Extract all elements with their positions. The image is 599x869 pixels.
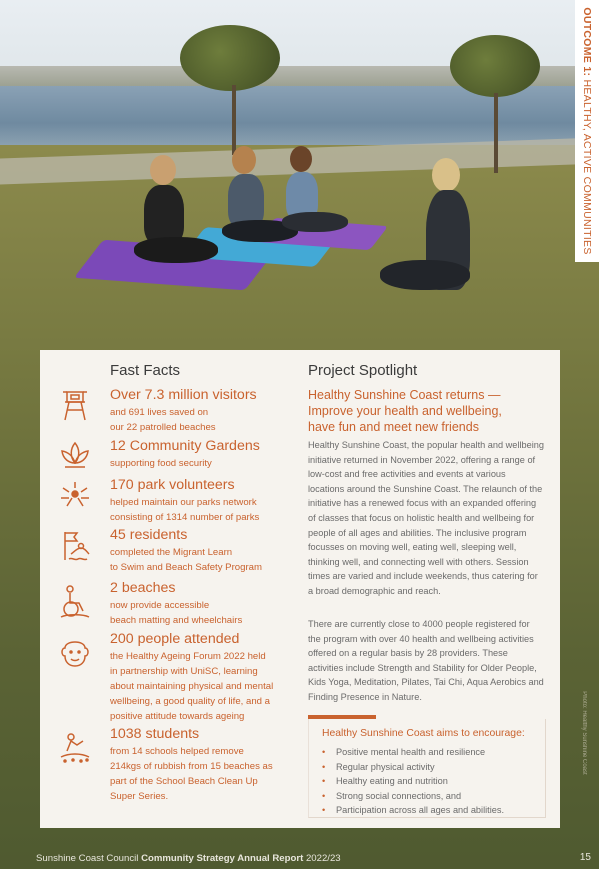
fact-volunteers [110,477,259,525]
fact-title: 1038 students [110,726,200,742]
fact-text: and 691 lives saved on our 22 patrolled beaches [110,407,216,433]
list-item: • Regular physical activity [322,760,504,775]
fact-text: from 14 schools helped remove 214kgs of rubbish from 15 beaches as part of the School Beach Clean Up Super Series. [110,746,273,802]
beach-cleanup-icon [57,729,93,765]
list-item: • Strong social connections, and [322,789,504,804]
fact-residents [110,527,262,575]
section-tab-label: OUTCOME 1: HEALTHY, ACTIVE COMMUNITIES [581,7,593,255]
fact-text: the Healthy Ageing Forum 2022 held in partnership with UniSC, learning about maintaining physical and mental wellbeing, a good quality of life, and a positive attitude towards ageing [110,651,274,722]
fact-students [110,726,273,804]
elderly-face-icon [57,634,93,670]
spotlight-paragraph-1: Healthy Sunshine Coast, the popular health and wellbeing initiative returned in November 2022, offering a range of low-cost and free activities and events at various locations around the Sunshine Coast. The relaunch of the initiative has a renewed focus with an expanded offering of classes that focus on holistic health and wellbeing for people of all ages and abilities. The inclusive program focusses on moving well, eating well, sleeping well, thinking well, and connecting well with others. Session times are varied and include weekends, thus catering for a broad demographic and reach. [308,440,544,596]
page-number: 15 [579,852,591,863]
fact-title: Over 7.3 million visitors [110,387,257,403]
encourage-title: Healthy Sunshine Coast aims to encourage: [322,728,525,739]
fact-text: helped maintain our parks network consisting of 1314 number of parks [110,497,260,523]
list-item: • Healthy eating and nutrition [322,774,504,789]
list-item: • Participation across all ages and abilities. [322,803,504,818]
fact-title: 200 people attended [110,631,240,647]
list-item: • Positive mental health and resilience [322,745,504,760]
fact-title: 170 park volunteers [110,477,235,493]
fact-text: completed the Migrant Learn to Swim and Beach Safety Program [110,547,262,573]
fact-text: now provide accessible beach matting and wheelchairs [110,600,243,626]
encourage-list [322,745,504,818]
fact-title: 45 residents [110,527,188,543]
wheelchair-beach-icon [57,583,93,619]
fact-title: 2 beaches [110,580,176,596]
fact-gardens [110,438,260,471]
fact-beaches [110,580,242,628]
lotus-flower-icon [57,437,93,473]
fact-visitors [110,387,257,435]
fact-text: supporting food security [110,458,212,469]
fact-forum [110,631,273,724]
swimmer-flag-icon [57,528,93,564]
project-spotlight-heading: Project Spotlight [308,362,418,379]
spotlight-subheading: Healthy Sunshine Coast returns — Improve your health and wellbeing, have fun and meet new friends [308,388,502,434]
fact-title: 12 Community Gardens [110,438,260,454]
helping-hands-icon [57,478,93,514]
spotlight-paragraph-2: There are currently close to 4000 people registered for the program with over 40 health and wellbeing activities offered on a regular basis by 28 providers. These activities include Strength and Stability for Older People, Kids Yoga, Meditation, Pilates, Tai Chi, Aqua Aerobics and Finding Presence in Nature. [308,619,544,702]
photo-credit: Photo: Healthy Sunshine Coast [581,691,587,775]
footer-title: Sunshine Coast Council Community Strategy Annual Report 2022/23 [36,853,341,864]
section-tab [575,0,599,262]
fast-facts-heading: Fast Facts [110,362,181,379]
lifeguard-tower-icon [57,388,93,424]
